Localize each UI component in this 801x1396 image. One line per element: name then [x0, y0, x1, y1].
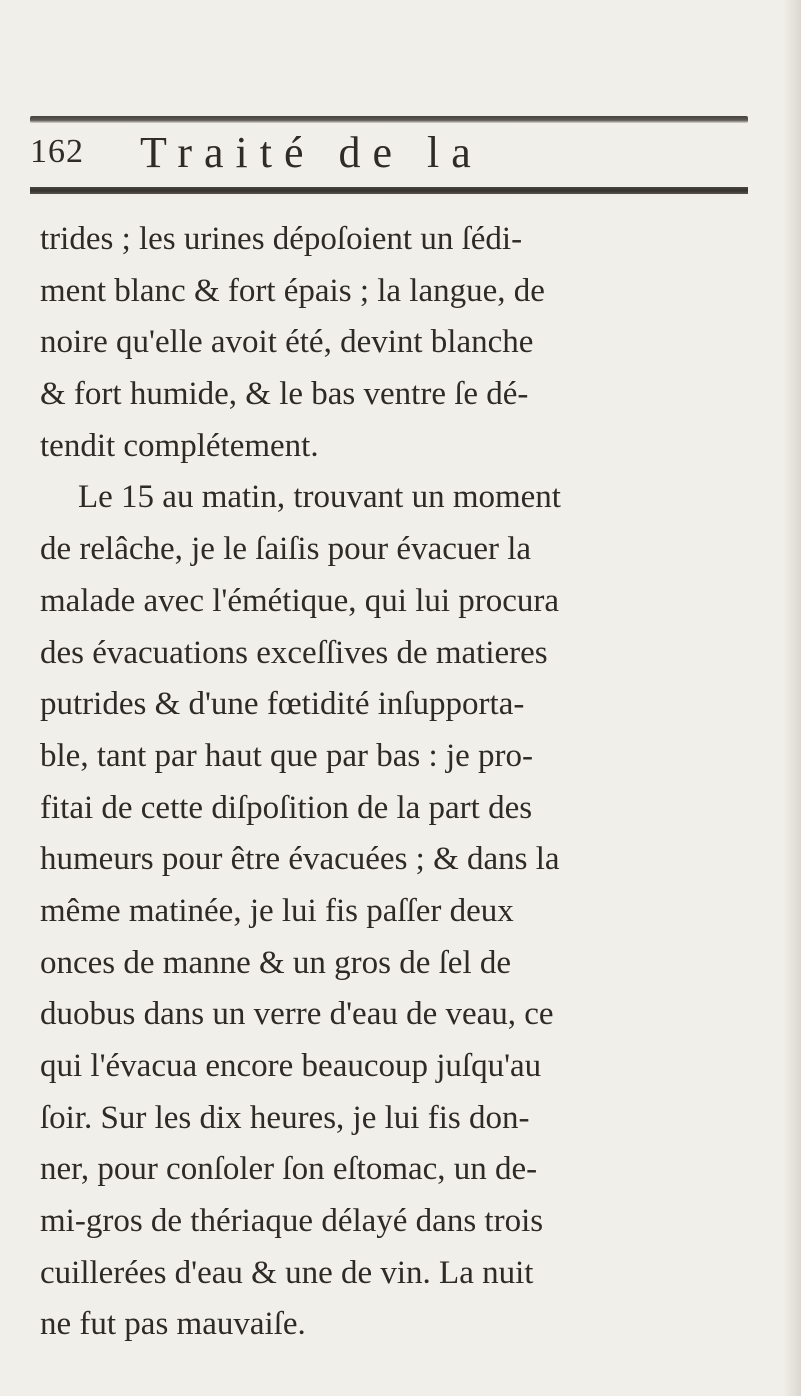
running-head: Traité de la [140, 128, 483, 177]
text-line: ner, pour conſoler ſon eſtomac, un de- [40, 1151, 538, 1188]
header-rule-top [30, 116, 748, 123]
text-line: de relâche, je le ſaiſis pour évacuer la [40, 531, 532, 568]
text-line: duobus dans un verre d'eau de veau, ce [40, 996, 554, 1033]
page-edge-shadow [783, 0, 801, 1396]
header-rule-bottom [30, 187, 748, 194]
text-line: trides ; les urines dépoſoient un ſédi- [40, 221, 523, 257]
text-line: des évacuations exceſſives de matieres [40, 634, 548, 671]
text-line: qui l'évacua encore beaucoup juſqu'au [40, 1048, 542, 1084]
text-line: onces de manne & un gros de ſel de [40, 944, 512, 981]
text-line: & fort humide, & le bas ventre ſe dé- [40, 376, 529, 413]
text-line: fitai de cette diſpoſition de la part des [40, 789, 533, 826]
text-line: malade avec l'émétique, qui lui procura [40, 582, 560, 619]
text-line: tendit complétement. [40, 427, 319, 464]
page-number: 162 [30, 133, 84, 170]
text-line: ble, tant par haut que par bas : je pro- [40, 737, 533, 774]
text-line: cuillerées d'eau & une de vin. La nuit [40, 1254, 534, 1291]
text-line: ment blanc & fort épais ; la langue, de [40, 272, 545, 309]
body-text [40, 214, 775, 1351]
header-line [30, 129, 748, 183]
text-line: noire qu'elle avoit été, devint blanche [40, 324, 534, 361]
text-line: ſoir. Sur les dix heures, je lui fis don- [40, 1099, 530, 1136]
paragraph-start-line: Le 15 au matin, trouvant un moment [78, 479, 561, 516]
text-line: humeurs pour être évacuées ; & dans la [40, 841, 560, 878]
text-line: ne fut pas mauvaiſe. [40, 1306, 306, 1343]
text-line: mi-gros de thériaque délayé dans trois [40, 1203, 544, 1240]
text-line: même matinée, je lui fis paſſer deux [40, 892, 514, 929]
text-line: putrides & d'une fœtidité inſupporta- [40, 686, 525, 723]
page-header [30, 116, 748, 194]
